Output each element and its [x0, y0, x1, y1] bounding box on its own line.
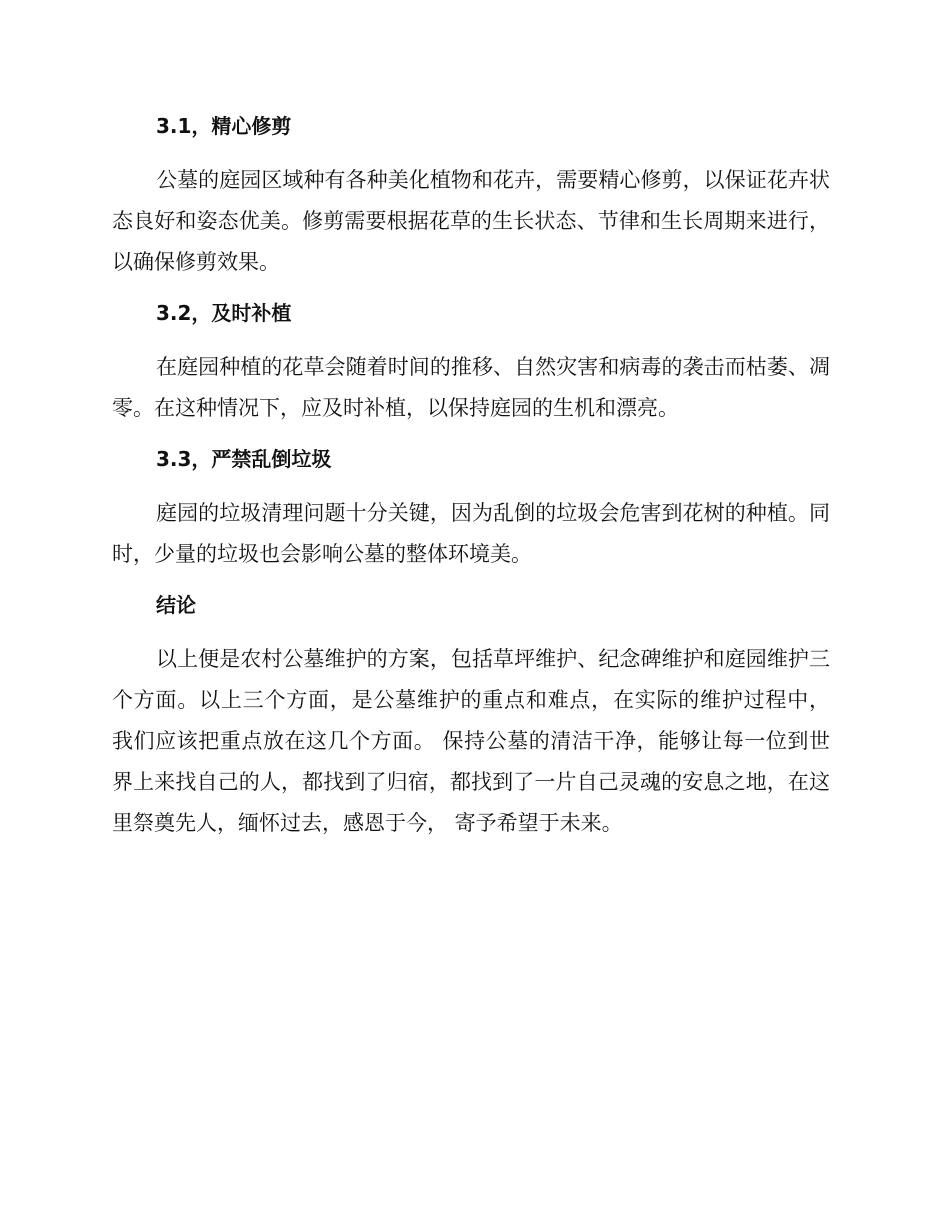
section-heading-3-2: 3.2，及时补植	[156, 301, 292, 325]
document-content	[112, 108, 830, 856]
section-paragraph-3-3: 庭园的垃圾清理问题十分关键，因为乱倒的垃圾会危害到花树的种植。同时，少量的垃圾也会影响公墓的整体环境美。	[112, 501, 830, 566]
section-paragraph-3-2: 在庭园种植的花草会随着时间的推移、自然灾害和病毒的袭击而枯萎、凋零。在这种情况下，应及时补植，以保持庭园的生机和漂亮。	[112, 355, 830, 420]
section-paragraph-3-1: 公墓的庭园区域种有各种美化植物和花卉，需要精心修剪，以保证花卉状态良好和姿态优美。修剪需要根据花草的生长状态、节律和生长周期来进行，以确保修剪效果。	[112, 168, 830, 274]
section-heading-3-3: 3.3，严禁乱倒垃圾	[156, 447, 332, 471]
conclusion-heading: 结论	[156, 593, 196, 617]
conclusion-paragraph: 以上便是农村公墓维护的方案，包括草坪维护、纪念碑维护和庭园维护三个方面。以上三个方面，是公墓维护的重点和难点，在实际的维护过程中， 我们应该把重点放在这几个方面。 保持公墓的清洁干净，能够让每一位到世界上来找自己的人，都找到了归宿，都找到了一片自己灵魂的安息之地，在这里祭奠先人，缅怀过去，感恩于今， 寄予希望于未来。	[112, 647, 830, 835]
section-heading-3-1: 3.1，精心修剪	[156, 114, 292, 138]
